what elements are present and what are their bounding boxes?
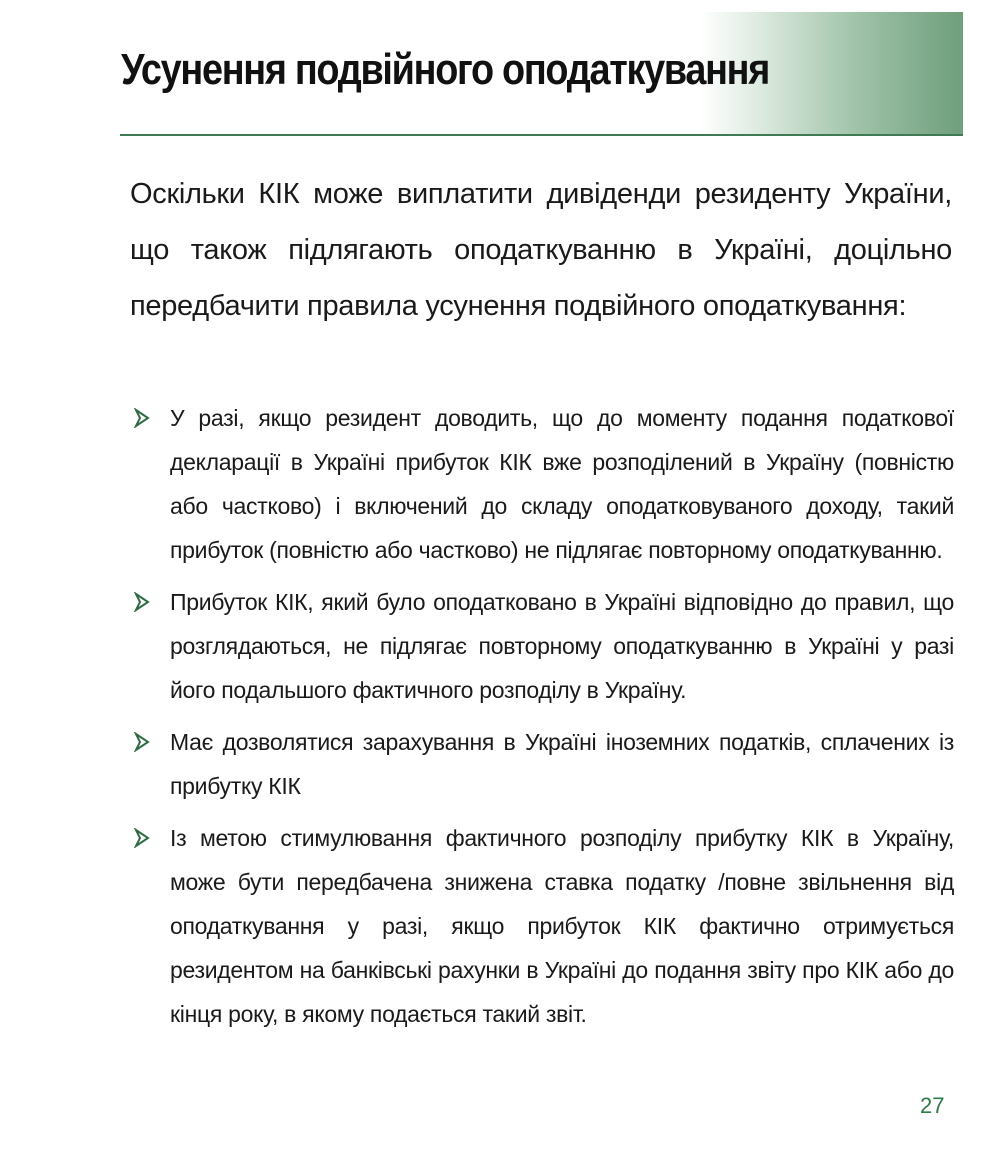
arrow-bullet-icon — [134, 732, 150, 752]
bullet-item — [134, 396, 954, 572]
bullet-item — [134, 580, 954, 712]
bullet-item — [134, 720, 954, 808]
slide-title: Усунення подвійного оподаткування — [121, 45, 770, 94]
title-divider — [120, 134, 963, 136]
arrow-bullet-icon — [134, 592, 150, 612]
bullet-text: У разі, якщо резидент доводить, що до моменту подання податкової декларації в Україні прибуток КІК вже розподілений в Україну (повністю або частково) і включений до складу оподатковуваного доходу, такий прибуток (повністю або частково) не підлягає повторному оподаткуванню. — [170, 405, 954, 563]
page-number: 27 — [920, 1093, 945, 1118]
bullet-text: Із метою стимулювання фактичного розподілу прибутку КІК в Україну, може бути передбачена знижена ставка податку /повне звільнення від оподаткування у разі, якщо прибуток КІК фактично отримується резидентом на банківські рахунки в Україні до подання звіту про КІК або до кінця року, в якому подається такий звіт. — [170, 825, 954, 1027]
arrow-bullet-icon — [134, 408, 150, 428]
bullet-text: Має дозволятися зарахування в Україні іноземних податків, сплачених із прибутку КІК — [170, 729, 954, 799]
arrow-bullet-icon — [134, 828, 150, 848]
bullet-list — [134, 396, 954, 1036]
bullet-item — [134, 816, 954, 1036]
intro-paragraph: Оскільки КІК може виплатити дивіденди резиденту України, що також підлягають оподаткуванню в Україні, доцільно передбачити правила усунення подвійного оподаткування: — [130, 178, 952, 322]
bullet-text: Прибуток КІК, який було оподатковано в Україні відповідно до правил, що розглядаються, не підлягає повторному оподаткуванню в Україні у разі його подальшого фактичного розподілу в Україну. — [170, 589, 954, 703]
